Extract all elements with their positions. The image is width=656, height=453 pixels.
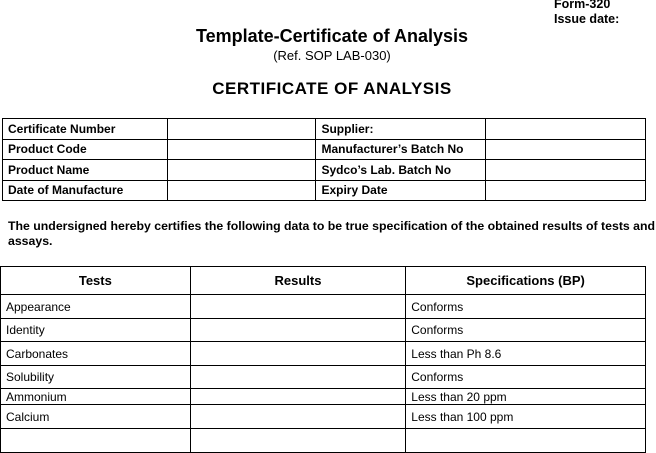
tests-table bbox=[0, 266, 646, 453]
partial-cell bbox=[190, 429, 406, 453]
test-name-cell: Ammonium bbox=[1, 389, 191, 405]
manufacturer-batch-value[interactable] bbox=[486, 139, 646, 160]
test-name-cell: Carbonates bbox=[1, 342, 191, 366]
template-title: Template-Certificate of Analysis bbox=[195, 26, 469, 46]
form-number: Form-320 bbox=[554, 0, 611, 11]
document-title: CERTIFICATE OF ANALYSIS bbox=[212, 79, 452, 98]
expiry-date-value[interactable] bbox=[486, 180, 646, 201]
supplier-label: Supplier: bbox=[316, 119, 486, 140]
product-name-label: Product Name bbox=[3, 160, 168, 181]
test-result-cell[interactable] bbox=[190, 405, 406, 429]
partial-cell bbox=[406, 429, 646, 453]
test-result-cell[interactable] bbox=[190, 295, 406, 319]
table-row bbox=[1, 295, 646, 319]
product-name-value[interactable] bbox=[167, 160, 316, 181]
info-row bbox=[3, 180, 646, 201]
product-code-label: Product Code bbox=[3, 139, 168, 160]
test-spec-cell: Less than 100 ppm bbox=[406, 405, 646, 429]
test-name-cell: Solubility bbox=[1, 366, 191, 389]
table-row bbox=[1, 366, 646, 389]
tests-column-header: Tests bbox=[1, 267, 191, 295]
test-result-cell[interactable] bbox=[190, 366, 406, 389]
table-row bbox=[1, 389, 646, 405]
test-name-cell: Appearance bbox=[1, 295, 191, 319]
test-result-cell[interactable] bbox=[190, 342, 406, 366]
table-row bbox=[1, 319, 646, 342]
partial-cell bbox=[1, 429, 191, 453]
certificate-info-table bbox=[2, 118, 646, 201]
certificate-number-label: Certificate Number bbox=[3, 119, 168, 140]
sydco-batch-label: Sydco’s Lab. Batch No bbox=[316, 160, 486, 181]
test-spec-cell: Conforms bbox=[406, 319, 646, 342]
date-of-manufacture-label: Date of Manufacture bbox=[3, 180, 168, 201]
sop-reference: (Ref. SOP LAB-030) bbox=[273, 48, 391, 63]
table-row bbox=[1, 405, 646, 429]
test-result-cell[interactable] bbox=[190, 389, 406, 405]
specifications-column-header: Specifications (BP) bbox=[406, 267, 646, 295]
test-result-cell[interactable] bbox=[190, 319, 406, 342]
test-spec-cell: Conforms bbox=[406, 366, 646, 389]
expiry-date-label: Expiry Date bbox=[316, 180, 486, 201]
info-row bbox=[3, 139, 646, 160]
table-row bbox=[1, 429, 646, 453]
certification-statement: The undersigned hereby certifies the following data to be true specification of the obtained results of tests and assays. bbox=[8, 219, 656, 248]
date-of-manufacture-value[interactable] bbox=[167, 180, 316, 201]
form-meta bbox=[554, 0, 619, 27]
tests-table-body bbox=[1, 295, 646, 453]
tests-header-row bbox=[1, 267, 646, 295]
test-spec-cell: Less than Ph 8.6 bbox=[406, 342, 646, 366]
certificate-number-value[interactable] bbox=[167, 119, 316, 140]
product-code-value[interactable] bbox=[167, 139, 316, 160]
manufacturer-batch-label: Manufacturer’s Batch No bbox=[316, 139, 486, 160]
info-row bbox=[3, 160, 646, 181]
test-spec-cell: Less than 20 ppm bbox=[406, 389, 646, 405]
sydco-batch-value[interactable] bbox=[486, 160, 646, 181]
results-column-header: Results bbox=[190, 267, 406, 295]
issue-date-label: Issue date: bbox=[554, 12, 620, 26]
test-name-cell: Calcium bbox=[1, 405, 191, 429]
table-row bbox=[1, 342, 646, 366]
supplier-value[interactable] bbox=[486, 119, 646, 140]
info-row bbox=[3, 119, 646, 140]
test-spec-cell: Conforms bbox=[406, 295, 646, 319]
test-name-cell: Identity bbox=[1, 319, 191, 342]
